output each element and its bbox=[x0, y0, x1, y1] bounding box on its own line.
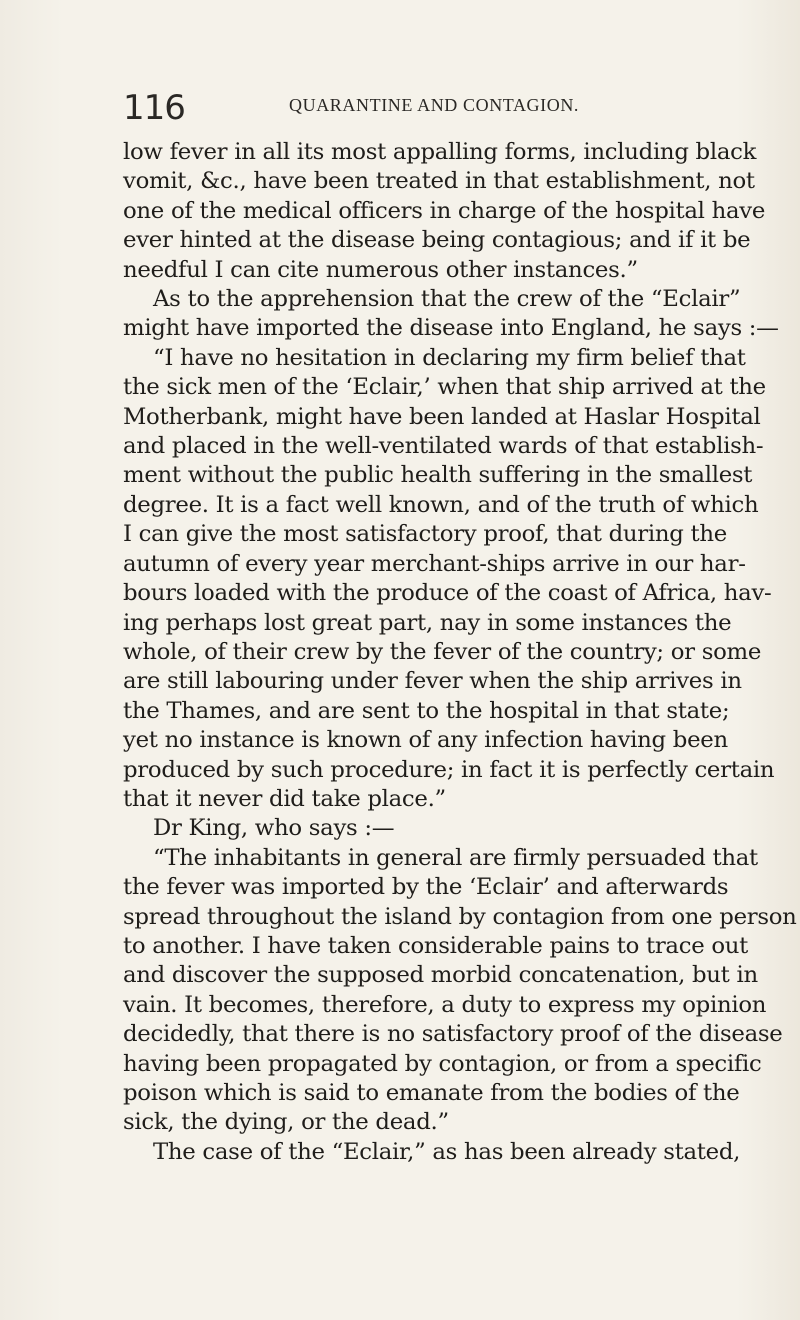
text-line: are still labouring under fever when the ship arrives in bbox=[123, 668, 742, 695]
text-line: having been propagated by contagion, or from a specific bbox=[123, 1050, 762, 1077]
text-line: “The inhabitants in general are firmly persuaded that bbox=[153, 844, 758, 871]
text-line: autumn of every year merchant-ships arrive in our har- bbox=[123, 550, 746, 577]
text-line: needful I can cite numerous other instances.” bbox=[123, 256, 638, 283]
text-line: Motherbank, might have been landed at Haslar Hospital bbox=[123, 403, 761, 430]
text-line: “I have no hesitation in declaring my firm belief that bbox=[153, 344, 746, 371]
text-line: As to the apprehension that the crew of the “Eclair” bbox=[153, 286, 741, 313]
text-line: poison which is said to emanate from the bodies of the bbox=[123, 1080, 740, 1106]
text-line: whole, of their crew by the fever of the country; or some bbox=[123, 638, 762, 665]
text-line: the fever was imported by the ‘Eclair’ and afterwards bbox=[123, 874, 729, 901]
page-number: 116 bbox=[123, 88, 185, 128]
text-line: ment without the public health suffering in the smallest bbox=[123, 462, 753, 489]
text-line: low fever in all its most appalling forms, including black bbox=[123, 139, 757, 165]
text-line: I can give the most satisfactory proof, that during the bbox=[123, 521, 727, 548]
text-line: sick, the dying, or the dead.” bbox=[123, 1109, 449, 1136]
text-line: The case of the “Eclair,” as has been already stated, bbox=[153, 1138, 741, 1165]
text-line: bours loaded with the produce of the coast of Africa, hav- bbox=[123, 580, 772, 607]
text-line: degree. It is a fact well known, and of the truth of which bbox=[123, 491, 759, 518]
page-header bbox=[123, 88, 683, 128]
text-line: Dr King, who says :— bbox=[153, 815, 395, 842]
text-line: that it never did take place.” bbox=[123, 785, 446, 812]
text-line: produced by such procedure; in fact it is perfectly certain bbox=[123, 756, 775, 783]
text-line: to another. I have taken considerable pains to trace out bbox=[123, 932, 748, 959]
running-head: QUARANTINE AND CONTAGION. bbox=[289, 95, 580, 115]
text-line: vain. It becomes, therefore, a duty to express my opinion bbox=[123, 991, 767, 1018]
text-line: ing perhaps lost great part, nay in some instances the bbox=[123, 609, 732, 636]
body-text bbox=[123, 138, 797, 1167]
text-line: spread throughout the island by contagion from one person bbox=[123, 903, 797, 930]
text-line: the Thames, and are sent to the hospital in that state; bbox=[123, 697, 730, 724]
text-line: ever hinted at the disease being contagious; and if it be bbox=[123, 227, 751, 254]
text-line: might have imported the disease into England, he says :— bbox=[123, 315, 779, 342]
text-line: one of the medical officers in charge of the hospital have bbox=[123, 197, 766, 224]
text-line: vomit, &c., have been treated in that establishment, not bbox=[123, 168, 755, 195]
text-line: yet no instance is known of any infection having been bbox=[123, 727, 728, 754]
text-line: and placed in the well-ventilated wards of that establish- bbox=[123, 433, 764, 460]
text-line: the sick men of the ‘Eclair,’ when that ship arrived at the bbox=[123, 374, 766, 401]
text-line: decidedly, that there is no satisfactory proof of the disease bbox=[123, 1021, 783, 1048]
text-line: and discover the supposed morbid concatenation, but in bbox=[123, 962, 758, 989]
